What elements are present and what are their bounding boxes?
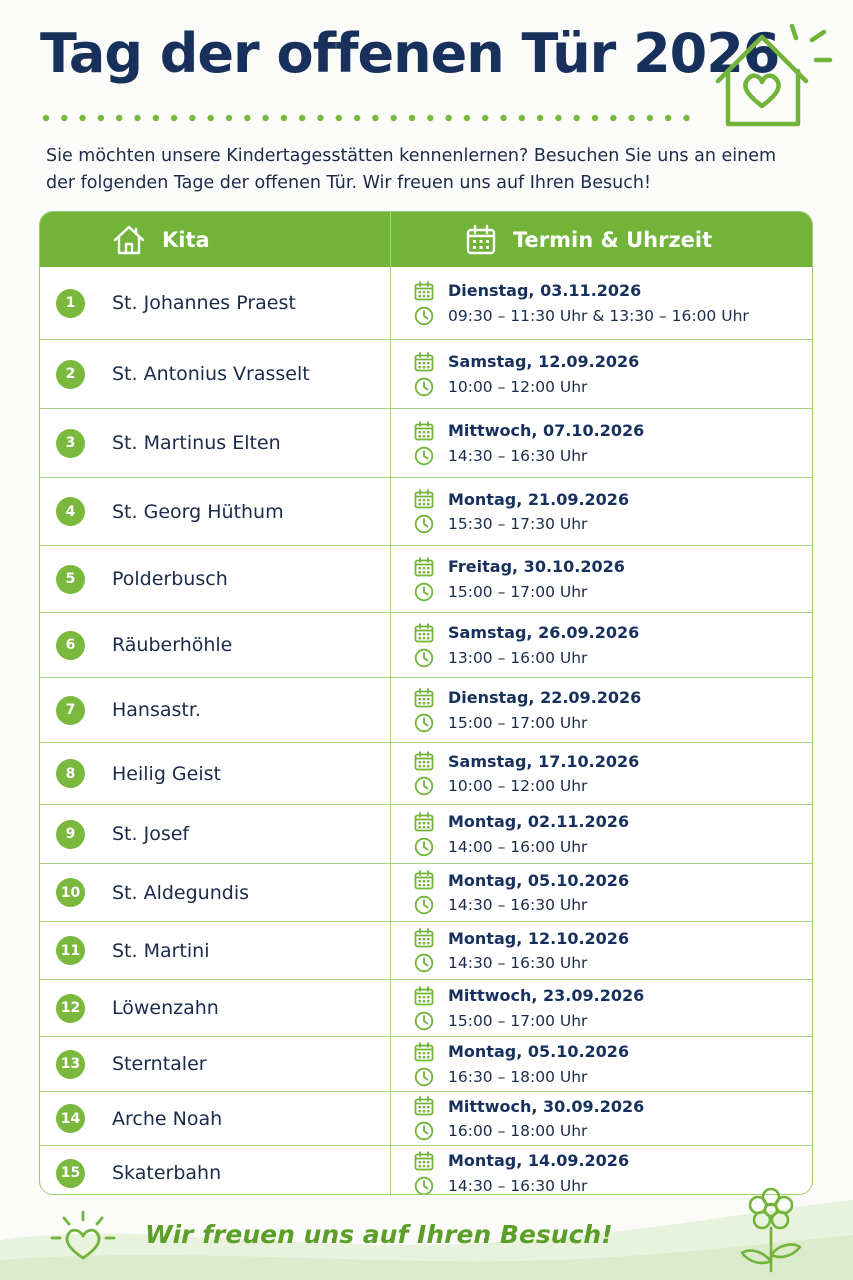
- time-line: [414, 951, 812, 976]
- kita-name: St. Aldegundis: [112, 881, 249, 904]
- column-header-kita: [40, 212, 391, 267]
- time-line: [414, 710, 812, 735]
- clock-icon: [414, 776, 434, 796]
- time-line: [414, 645, 812, 670]
- date-line: [414, 983, 812, 1008]
- time-line: [414, 1008, 812, 1033]
- table-row: [40, 921, 812, 979]
- heart-burst-icon: [48, 1208, 118, 1268]
- time-line: [414, 1064, 812, 1089]
- time-line: [414, 303, 812, 328]
- table-row: [40, 612, 812, 677]
- termin-cell: [391, 864, 812, 921]
- clock-icon: [414, 648, 434, 668]
- row-number-badge: 11: [56, 936, 85, 965]
- house-icon: [112, 224, 146, 256]
- termin-time: 15:00 – 17:00 Uhr: [448, 582, 588, 601]
- termin-date: Samstag, 12.09.2026: [448, 352, 640, 371]
- termin-date: Montag, 05.10.2026: [448, 870, 630, 890]
- kita-name: Hansastr.: [112, 699, 201, 721]
- row-number-badge: 3: [56, 429, 85, 458]
- termin-date: Samstag, 26.09.2026: [448, 623, 640, 642]
- termin-cell: [391, 805, 812, 863]
- table-row: [40, 477, 812, 545]
- date-line: [414, 349, 812, 374]
- date-line: [414, 1039, 812, 1064]
- kita-cell: [40, 267, 391, 339]
- termin-date: Mittwoch, 07.10.2026: [448, 421, 645, 440]
- kita-name: St. Josef: [112, 823, 190, 845]
- date-line: [414, 868, 812, 893]
- time-line: [414, 374, 812, 399]
- table-row: [40, 267, 812, 339]
- row-number-badge: 9: [56, 820, 85, 849]
- kita-name: St. Johannes Praest: [112, 292, 296, 314]
- kita-cell: [40, 980, 391, 1036]
- termin-time: 14:00 – 16:00 Uhr: [448, 837, 588, 856]
- termin-cell: [391, 980, 812, 1036]
- date-line: [414, 418, 812, 443]
- kita-cell: [40, 1037, 391, 1091]
- calendar-icon: [414, 489, 434, 509]
- flower-icon: [738, 1183, 804, 1273]
- termin-date: Mittwoch, 23.09.2026: [448, 986, 645, 1005]
- row-number-badge: 7: [56, 696, 85, 725]
- row-number-badge: 8: [56, 759, 85, 788]
- date-line: [414, 685, 812, 710]
- calendar-icon: [414, 352, 434, 372]
- clock-icon: [414, 1011, 434, 1031]
- termin-time: 14:30 – 16:30 Uhr: [448, 1176, 588, 1195]
- kita-cell: [40, 409, 391, 477]
- page-title: Tag der offenen Tür 2026: [40, 22, 780, 85]
- termin-cell: [391, 340, 812, 408]
- table-row: [40, 804, 812, 863]
- kita-cell: [40, 743, 391, 804]
- termin-cell: [391, 613, 812, 677]
- clock-icon: [414, 1121, 434, 1141]
- termin-time: 14:30 – 16:30 Uhr: [448, 896, 588, 914]
- date-line: [414, 809, 812, 834]
- calendar-icon: [414, 1151, 434, 1171]
- row-number-badge: 13: [56, 1050, 85, 1079]
- termin-date: Samstag, 17.10.2026: [448, 751, 640, 771]
- kita-name: Polderbusch: [112, 568, 228, 590]
- date-line: [414, 620, 812, 645]
- calendar-icon: [414, 928, 434, 948]
- calendar-icon: [414, 870, 434, 890]
- table-row: [40, 545, 812, 612]
- termin-time: 14:30 – 16:30 Uhr: [448, 446, 588, 465]
- calendar-icon: [414, 281, 434, 301]
- termin-time: 16:00 – 18:00 Uhr: [448, 1122, 588, 1140]
- row-number-badge: 14: [56, 1104, 85, 1133]
- termin-cell: [391, 409, 812, 477]
- termin-cell: [391, 546, 812, 612]
- row-number-badge: 10: [56, 878, 85, 907]
- kita-name: Räuberhöhle: [112, 634, 233, 656]
- clock-icon: [414, 446, 434, 466]
- kita-cell: [40, 340, 391, 408]
- table-row: [40, 1091, 812, 1145]
- date-line: [414, 926, 812, 951]
- calendar-icon: [414, 623, 434, 643]
- termin-time: 15:00 – 17:00 Uhr: [448, 713, 588, 732]
- termin-date: Freitag, 30.10.2026: [448, 557, 625, 576]
- row-number-badge: 5: [56, 565, 85, 594]
- footer-text: Wir freuen uns auf Ihren Besuch!: [145, 1220, 613, 1249]
- kita-name: St. Antonius Vrasselt: [112, 363, 310, 385]
- termin-cell: [391, 478, 812, 545]
- table-row: [40, 742, 812, 804]
- time-line: [414, 834, 812, 859]
- termin-cell: [391, 267, 812, 339]
- calendar-icon: [414, 557, 434, 577]
- row-number-badge: 4: [56, 497, 85, 526]
- calendar-icon: [414, 986, 434, 1006]
- termin-cell: [391, 1037, 812, 1091]
- time-line: [414, 1119, 812, 1144]
- date-line: [414, 278, 812, 303]
- table-row: [40, 408, 812, 477]
- calendar-icon: [414, 1096, 434, 1116]
- table-row: [40, 1036, 812, 1091]
- termin-date: Mittwoch, 30.09.2026: [448, 1096, 645, 1116]
- house-heart-icon: [712, 18, 837, 130]
- kita-cell: [40, 678, 391, 742]
- clock-icon: [414, 1067, 434, 1087]
- table-row: [40, 863, 812, 921]
- termin-date: Montag, 02.11.2026: [448, 812, 630, 831]
- calendar-icon: [414, 421, 434, 441]
- clock-icon: [414, 953, 434, 973]
- date-line: [414, 487, 812, 512]
- time-line: [414, 443, 812, 468]
- termin-date: Dienstag, 03.11.2026: [448, 281, 642, 300]
- kita-cell: [40, 478, 391, 545]
- column-header-kita-label: Kita: [162, 227, 210, 252]
- kita-name: Skaterbahn: [112, 1162, 222, 1184]
- termin-date: Montag, 14.09.2026: [448, 1151, 630, 1170]
- termin-time: 14:30 – 16:30 Uhr: [448, 954, 588, 972]
- date-line: [414, 1094, 812, 1119]
- termin-time: 13:00 – 16:00 Uhr: [448, 648, 588, 667]
- calendar-icon: [414, 688, 434, 708]
- time-line: [414, 893, 812, 918]
- table-body: [40, 267, 812, 1195]
- termin-time: 10:00 – 12:00 Uhr: [448, 777, 588, 795]
- termin-cell: [391, 922, 812, 979]
- termin-date: Montag, 21.09.2026: [448, 489, 630, 509]
- clock-icon: [414, 514, 434, 534]
- dotted-divider: [42, 114, 692, 122]
- table-row: [40, 339, 812, 408]
- intro-text: Sie möchten unsere Kindertagesstätten kennenlernen? Besuchen Sie uns an einem der folgenden Tage der offenen Tür. Wir freuen uns auf Ihren Besuch!: [46, 146, 777, 193]
- table-header: [40, 212, 812, 267]
- clock-icon: [414, 377, 434, 397]
- row-number-badge: 12: [56, 994, 85, 1023]
- kita-name: St. Martini: [112, 939, 210, 962]
- time-line: [414, 774, 812, 799]
- time-line: [414, 512, 812, 537]
- column-header-termin-label: Termin & Uhrzeit: [513, 227, 713, 252]
- kita-name: Arche Noah: [112, 1107, 223, 1130]
- clock-icon: [414, 713, 434, 733]
- termin-cell: [391, 743, 812, 804]
- kita-name: Heilig Geist: [112, 762, 221, 785]
- row-number-badge: 15: [56, 1159, 85, 1188]
- clock-icon: [414, 306, 434, 326]
- schedule-table: [39, 211, 813, 1195]
- row-number-badge: 1: [56, 289, 85, 318]
- termin-time: 15:00 – 17:00 Uhr: [448, 1011, 588, 1030]
- calendar-icon: [414, 751, 434, 771]
- date-line: [414, 749, 812, 774]
- kita-name: St. Martinus Elten: [112, 432, 281, 454]
- termin-cell: [391, 678, 812, 742]
- kita-name: Sterntaler: [112, 1053, 207, 1075]
- clock-icon: [414, 582, 434, 602]
- column-header-termin: [391, 212, 812, 267]
- clock-icon: [414, 837, 434, 857]
- date-line: [414, 1148, 812, 1173]
- kita-name: St. Georg Hüthum: [112, 500, 284, 523]
- kita-cell: [40, 805, 391, 863]
- row-number-badge: 6: [56, 631, 85, 660]
- termin-date: Montag, 05.10.2026: [448, 1042, 630, 1061]
- termin-date: Dienstag, 22.09.2026: [448, 688, 642, 707]
- kita-cell: [40, 546, 391, 612]
- time-line: [414, 579, 812, 604]
- calendar-icon: [465, 224, 497, 256]
- termin-time: 10:00 – 12:00 Uhr: [448, 377, 588, 396]
- termin-cell: [391, 1092, 812, 1145]
- termin-time: 09:30 – 11:30 Uhr & 13:30 – 16:00 Uhr: [448, 306, 749, 325]
- termin-time: 15:30 – 17:30 Uhr: [448, 515, 588, 533]
- kita-cell: [40, 613, 391, 677]
- row-number-badge: 2: [56, 360, 85, 389]
- kita-cell: [40, 922, 391, 979]
- calendar-icon: [414, 812, 434, 832]
- date-line: [414, 554, 812, 579]
- termin-date: Montag, 12.10.2026: [448, 928, 630, 948]
- kita-name: Löwenzahn: [112, 997, 219, 1019]
- kita-cell: [40, 864, 391, 921]
- table-row: [40, 677, 812, 742]
- kita-cell: [40, 1092, 391, 1145]
- termin-time: 16:30 – 18:00 Uhr: [448, 1067, 588, 1086]
- table-row: [40, 979, 812, 1036]
- clock-icon: [414, 895, 434, 915]
- calendar-icon: [414, 1042, 434, 1062]
